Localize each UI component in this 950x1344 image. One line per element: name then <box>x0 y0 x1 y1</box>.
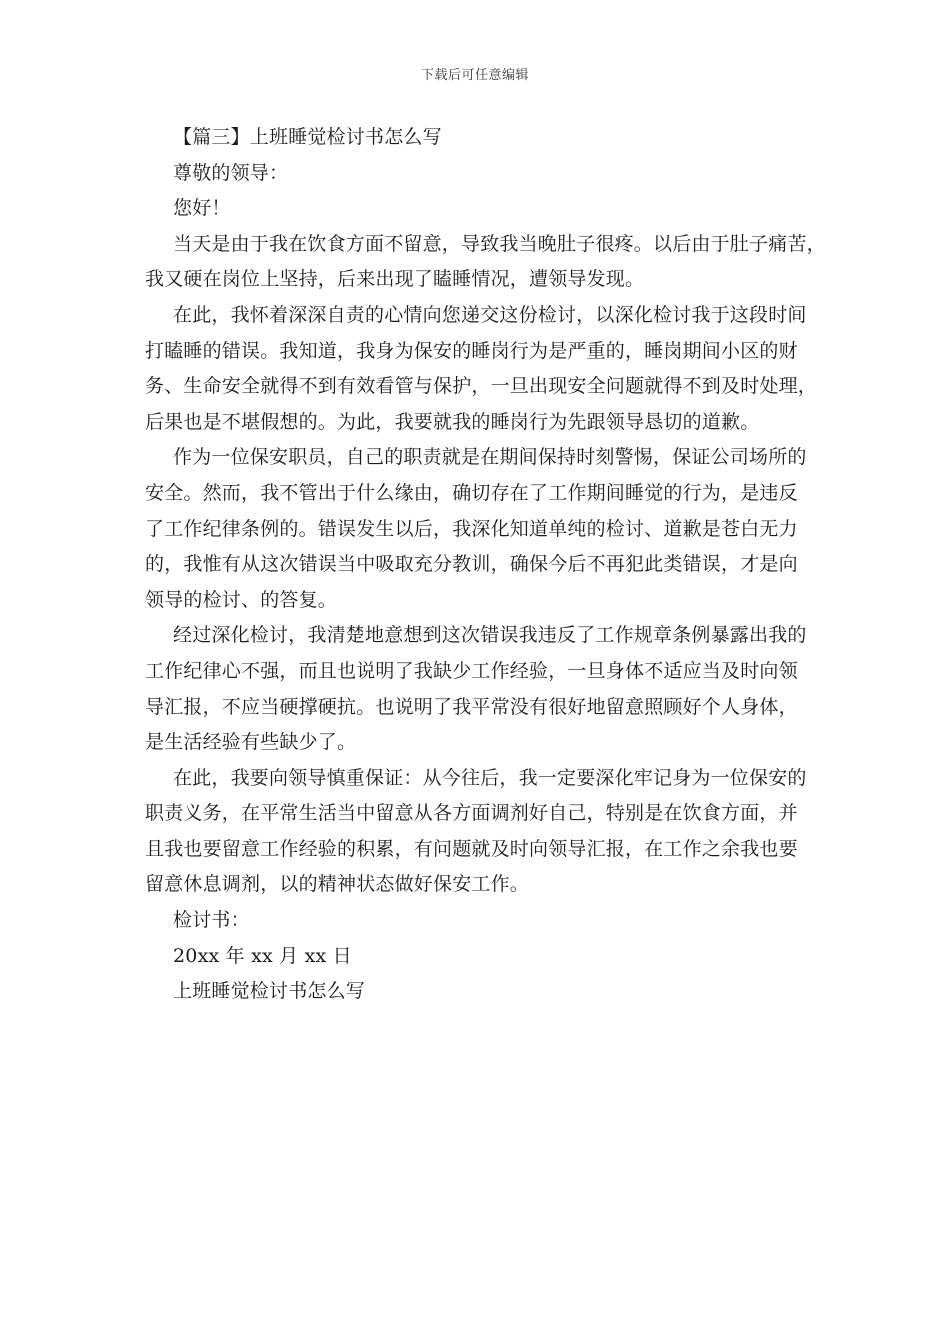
closing-label: 检讨书： <box>173 909 250 932</box>
paragraph-line: 工作纪律心不强，而且也说明了我缺少工作经验，一旦身体不适应当及时向领 <box>145 659 798 682</box>
paragraph-line: 当天是由于我在饮食方面不留意，导致我当晚肚子很疼。以后由于肚子痛苦， <box>173 232 826 255</box>
paragraph-4 <box>145 618 807 760</box>
paragraph-line: 安全。然而，我不管出于什么缘由，确切存在了工作期间睡觉的行为，是违反 <box>145 481 798 504</box>
document-body <box>145 120 826 1010</box>
paragraph-2 <box>145 298 818 440</box>
paragraph-line: 导汇报，不应当硬撑硬抗。也说明了我平常没有很好地留意照顾好个人身体， <box>145 695 798 718</box>
paragraph-line: 我又硬在岗位上坚持，后来出现了瞌睡情况，遭领导发现。 <box>145 268 645 291</box>
paragraph-line: 且我也要留意工作经验的积累，有问题就及时向领导汇报，在工作之余我也要 <box>145 837 798 860</box>
paragraph-line: 后果也是不堪假想的。为此，我要就我的睡岗行为先跟领导恳切的道歉。 <box>145 410 760 433</box>
document-date: 20xx 年 xx 月 xx 日 <box>173 944 352 967</box>
paragraph-line: 的，我惟有从这次错误当中吸取充分教训，确保今后不再犯此类错误，才是向 <box>145 553 798 576</box>
paragraph-1 <box>145 227 826 298</box>
paragraph-line: 留意休息调剂，以的精神状态做好保安工作。 <box>145 873 530 896</box>
salutation: 尊敬的领导： <box>173 161 289 184</box>
paragraph-3 <box>145 440 807 618</box>
page-header-note: 下载后可任意编辑 <box>420 68 529 83</box>
paragraph-line: 作为一位保安职员，自己的职责就是在期间保持时刻警惕，保证公司场所的 <box>173 446 807 469</box>
paragraph-line: 领导的检讨、的答复。 <box>145 588 338 611</box>
paragraph-line: 在此，我怀着深深自责的心情向您递交这份检讨，以深化检讨我于这段时间 <box>173 303 807 326</box>
paragraph-line: 务、生命安全就得不到有效看管与保护，一旦出现安全问题就得不到及时处理， <box>145 375 818 398</box>
paragraph-line: 了工作纪律条例的。错误发生以后，我深化知道单纯的检讨、道歉是苍白无力 <box>145 517 798 540</box>
paragraph-5 <box>145 761 807 903</box>
paragraph-line: 在此，我要向领导慎重保证：从今往后，我一定要深化牢记身为一位保安的 <box>173 766 807 789</box>
greeting: 您好！ <box>173 197 231 220</box>
footer-title: 上班睡觉检讨书怎么写 <box>173 980 366 1003</box>
paragraph-line: 打瞌睡的错误。我知道，我身为保安的睡岗行为是严重的，睡岗期间小区的财 <box>145 339 798 362</box>
paragraph-line: 经过深化检讨，我清楚地意想到这次错误我违反了工作规章条例暴露出我的 <box>173 624 807 647</box>
paragraph-line: 是生活经验有些缺少了。 <box>145 731 357 754</box>
document-title: 【篇三】上班睡觉检讨书怎么写 <box>173 126 442 148</box>
paragraph-line: 职责义务，在平常生活当中留意从各方面调剂好自己，特别是在饮食方面，并 <box>145 802 798 825</box>
